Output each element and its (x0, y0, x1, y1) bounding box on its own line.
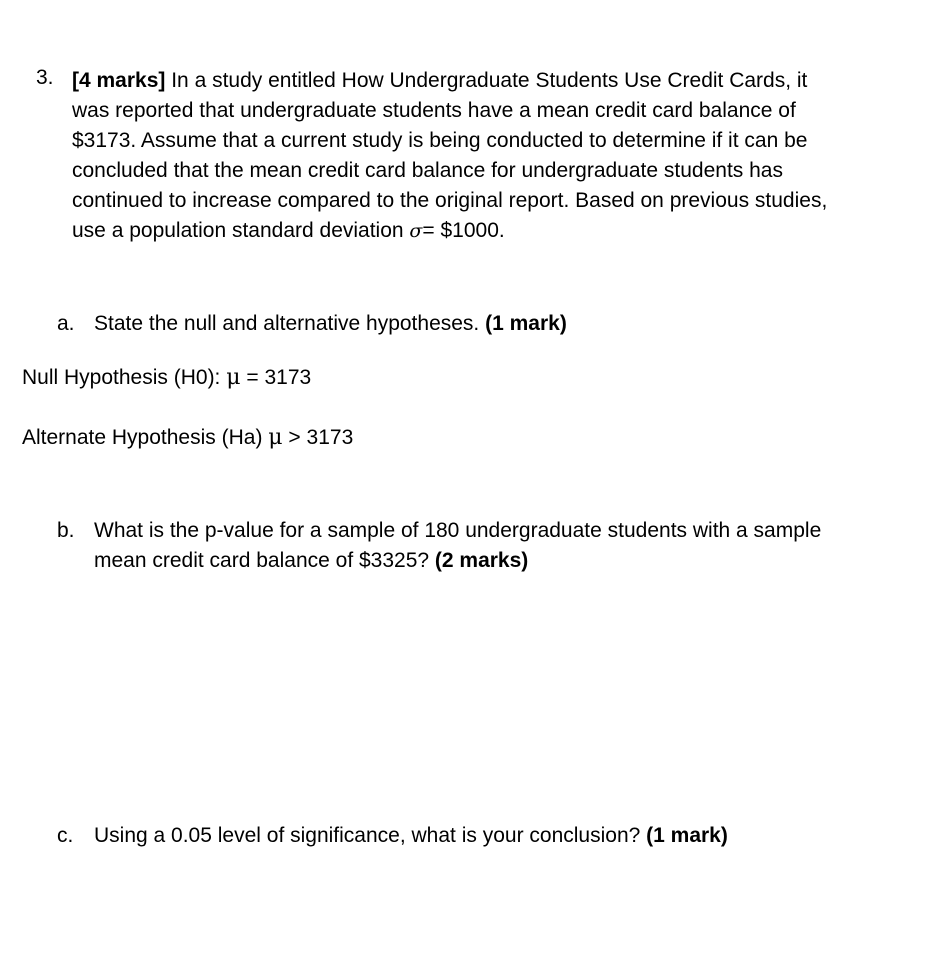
alternate-hypothesis (22, 423, 353, 453)
question-marks: [4 marks] (72, 69, 166, 92)
alternate-hypothesis-value: > 3173 (282, 426, 354, 449)
question-body (72, 66, 944, 246)
null-hypothesis-label: Null Hypothesis (H0): (22, 366, 227, 389)
part-a-letter: a. (57, 312, 75, 335)
part-b-marks: (2 marks) (434, 549, 529, 572)
part-a-text: State the null and alternative hypotheses. (94, 312, 486, 335)
question-line-5: continued to increase compared to the original report. Based on previous studies, (72, 189, 828, 212)
sigma-value: = $1000. (422, 219, 505, 242)
null-hypothesis-value: = 3173 (240, 366, 312, 389)
question-text-6: use a population standard deviation (72, 219, 410, 242)
question-line-2: was reported that undergraduate students have a mean credit card balance of (72, 99, 796, 122)
question-number: 3. (36, 66, 54, 89)
part-b-letter: b. (57, 519, 75, 542)
part-c-letter: c. (57, 824, 74, 847)
alternate-hypothesis-label: Alternate Hypothesis (Ha) (22, 426, 269, 449)
part-b-line-1: What is the p-value for a sample of 180 undergraduate students with a sample (94, 519, 822, 542)
sigma-symbol: σ (409, 220, 423, 242)
mu-symbol: μ (226, 365, 241, 390)
question-line-1 (72, 66, 944, 96)
null-hypothesis (22, 363, 311, 393)
part-a-prompt (94, 309, 567, 339)
question-line-4: concluded that the mean credit card balance for undergraduate students has (72, 159, 783, 182)
part-b-line-2 (94, 546, 821, 576)
question-line-6 (72, 216, 944, 246)
part-c-text: Using a 0.05 level of significance, what is your conclusion? (94, 824, 647, 847)
part-c-marks: (1 mark) (646, 824, 728, 847)
part-b-prompt (94, 516, 821, 576)
part-b-text: mean credit card balance of $3325? (94, 549, 435, 572)
part-c-prompt (94, 821, 728, 851)
question-text-1: In a study entitled How Undergraduate Students Use Credit Cards, it (165, 69, 808, 92)
question-line-3: $3173. Assume that a current study is being conducted to determine if it can be (72, 129, 808, 152)
part-a-marks: (1 mark) (485, 312, 567, 335)
mu-symbol: μ (268, 425, 283, 450)
